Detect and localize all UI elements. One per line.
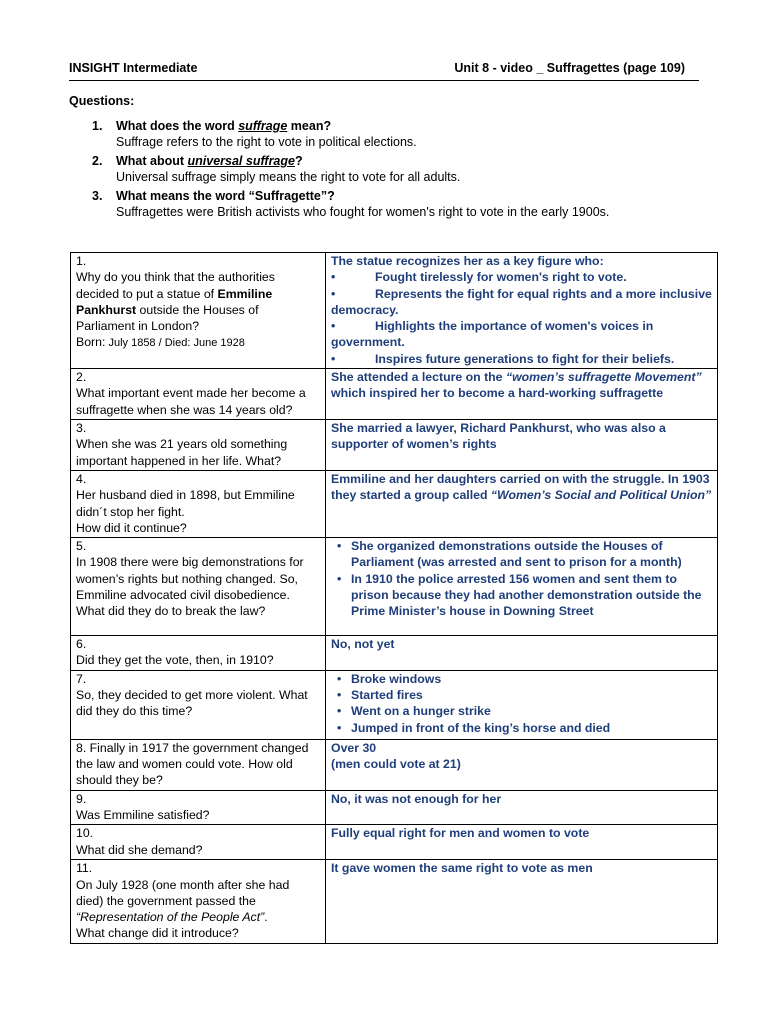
row-number: 9. [76, 791, 87, 806]
question-item [92, 118, 712, 150]
question-answer: Suffragettes were British activists who fought for women's right to vote in the early 1900s. [116, 205, 610, 219]
questions-heading: Questions: [69, 94, 135, 108]
table-row [71, 369, 718, 420]
row-number: 3. [76, 421, 87, 436]
row-number: 4. [76, 471, 87, 486]
answer-bullet: • Jumped in front of the king’s horse and died [331, 720, 712, 736]
table-row [71, 860, 718, 943]
bullet-dot: • [331, 319, 336, 334]
bullet-dot: • [331, 286, 336, 301]
answer-bullet [331, 269, 712, 285]
table-question-cell [71, 790, 326, 825]
table-answer-cell [326, 670, 718, 739]
row-answer [331, 471, 712, 504]
answer-bullet: • Broke windows [331, 671, 712, 687]
row-question-name: Emmiline Pankhurst [76, 286, 273, 317]
question-keyword: suffrage [238, 119, 288, 133]
answer-bullet-text: Represents the fight for equal rights and a more inclusive democracy. [331, 286, 712, 317]
row-question: What important event made her become a suffragette when she was 14 years old? [76, 386, 306, 417]
row-answer: Over 30 [331, 740, 377, 755]
table-answer-cell [326, 860, 718, 943]
question-answer: Suffrage refers to the right to vote in political elections. [116, 135, 417, 149]
table-row [71, 636, 718, 671]
page-header [69, 58, 699, 81]
answer-bullet [331, 286, 712, 319]
row-question: What did she demand? [76, 842, 203, 857]
table-question-cell [71, 253, 326, 369]
row-question-followup: How did it continue? [76, 520, 187, 535]
row-question-part: On July 1928 (one month after she had died) the government passed the [76, 877, 290, 908]
table-question-cell [71, 369, 326, 420]
row-question-part: . [264, 910, 268, 925]
answer-bullet: • Went on a hunger strike [331, 703, 712, 719]
born-died-dates: July 1858 / Died: June 1928 [105, 337, 245, 350]
questions-list [92, 118, 712, 223]
row-answer-part: She attended a lecture on the [331, 370, 506, 385]
table-question-cell [71, 825, 326, 860]
questions-table [70, 252, 718, 944]
row-answer-emphasis: “women’s suffragette Movement” [505, 370, 702, 385]
table-answer-cell [326, 253, 718, 369]
table-row [71, 538, 718, 636]
table-row [71, 825, 718, 860]
answer-bullet: • She organized demonstrations outside the Houses of Parliament (was arrested and sent to prison for a month) [331, 538, 712, 571]
question-number: 1. [92, 119, 103, 133]
row-answer: No, it was not enough for her [331, 791, 502, 806]
table-answer-cell [326, 470, 718, 537]
table-answer-cell [326, 790, 718, 825]
table-answer-cell [326, 538, 718, 636]
answer-bullet [331, 351, 712, 367]
question-text-part: mean? [287, 119, 332, 133]
question-text [116, 118, 712, 134]
born-died-line [76, 334, 320, 351]
row-question-part: outside the Houses of Parliament in London? [76, 302, 259, 334]
question-keyword: universal suffrage [187, 154, 295, 168]
table-row [71, 790, 718, 825]
table-answer-cell [326, 825, 718, 860]
answer-bullet-text: Fought tirelessly for women's right to vote. [375, 270, 627, 285]
table-question-cell [71, 538, 326, 636]
table-question-cell [71, 636, 326, 671]
table-answer-cell [326, 420, 718, 471]
row-question: Did they get the vote, then, in 1910? [76, 653, 274, 668]
question-number: 3. [92, 189, 103, 203]
table-answer-cell [326, 369, 718, 420]
row-question-part: Why do you think that the authorities decided to put a statue of [76, 270, 275, 301]
row-number: 7. [76, 671, 87, 686]
answer-bullet-list [331, 538, 712, 619]
row-question: Her husband died in 1898, but Emmiline didn´t stop her fight. [76, 488, 295, 519]
table-answer-cell [326, 636, 718, 671]
row-question [76, 269, 320, 334]
row-question-act-name: “Representation of the People Act” [76, 910, 265, 925]
row-question: Was Emmiline satisfied? [76, 807, 210, 822]
row-number: 2. [76, 370, 87, 385]
answer-bullet-text: Highlights the importance of women's voices in government. [331, 319, 654, 350]
answer-bullet-list [331, 671, 712, 736]
question-item [92, 188, 712, 220]
question-text-part: What about [116, 154, 188, 168]
row-answer: No, not yet [331, 637, 395, 652]
table-row [71, 470, 718, 537]
question-text: What means the word “Suffragette”? [116, 189, 335, 203]
question-text-part: ? [294, 154, 303, 168]
row-answer-emphasis: “Women’s Social and Political Union” [490, 488, 712, 503]
row-answer [331, 369, 712, 402]
row-number: 6. [76, 637, 87, 652]
row-question [76, 877, 320, 926]
bullet-dot: • [331, 270, 336, 285]
born-label: Born: [76, 335, 106, 350]
row-number: 5. [76, 539, 87, 554]
row-number: 1. [76, 254, 87, 268]
question-text-part: What does the word [116, 119, 239, 133]
row-answer-part: which inspired her to become a hard-working suffragette [331, 386, 664, 401]
header-course-title: INSIGHT Intermediate [69, 61, 198, 75]
row-question-followup: What change did it introduce? [76, 926, 239, 941]
answer-bullet: • In 1910 the police arrested 156 women and sent them to prison because they had another demonstration outside the Prime Minister’s house in Downing Street [331, 571, 712, 620]
row-answer: Fully equal right for men and women to vote [331, 826, 590, 841]
table-row [71, 670, 718, 739]
answer-bullet [331, 318, 712, 351]
table-answer-cell [326, 739, 718, 790]
row-question: 8. Finally in 1917 the government changed the law and women could vote. How old should they be? [76, 740, 309, 788]
table-question-cell [71, 670, 326, 739]
row-answer: It gave women the same right to vote as men [331, 861, 593, 876]
bullet-dot: • [331, 351, 336, 366]
table-question-cell [71, 739, 326, 790]
answer-bullet: • Started fires [331, 687, 712, 703]
row-answer-note: (men could vote at 21) [331, 757, 461, 772]
table-question-cell [71, 860, 326, 943]
answer-bullet-text: Inspires future generations to fight for their beliefs. [375, 351, 675, 366]
question-item [92, 153, 712, 185]
row-question: So, they decided to get more violent. What did they do this time? [76, 688, 308, 719]
row-question: When she was 21 years old something important happened in her life. What? [76, 437, 288, 468]
question-answer: Universal suffrage simply means the right to vote for all adults. [116, 170, 461, 184]
table-row [71, 739, 718, 790]
question-text [116, 153, 712, 169]
table-question-cell [71, 470, 326, 537]
table-question-cell [71, 420, 326, 471]
row-number: 10. [76, 826, 94, 841]
row-number: 11. [76, 861, 93, 876]
table-row [71, 420, 718, 471]
header-unit-title: Unit 8 - video _ Suffragettes (page 109) [454, 61, 685, 75]
answer-intro: The statue recognizes her as a key figure who: [331, 254, 604, 268]
table-row [71, 253, 718, 369]
row-answer-part: Emmiline and her daughters carried on with the struggle. In 1903 they started a group called [331, 471, 710, 503]
row-answer: She married a lawyer, Richard Pankhurst, who was also a supporter of women’s rights [331, 421, 666, 452]
question-number: 2. [92, 154, 103, 168]
row-question-followup: What did they do to break the law? [76, 604, 266, 619]
row-question: In 1908 there were big demonstrations for women’s rights but nothing changed. So, Emmiline advocated civil disobedience. [76, 555, 304, 603]
